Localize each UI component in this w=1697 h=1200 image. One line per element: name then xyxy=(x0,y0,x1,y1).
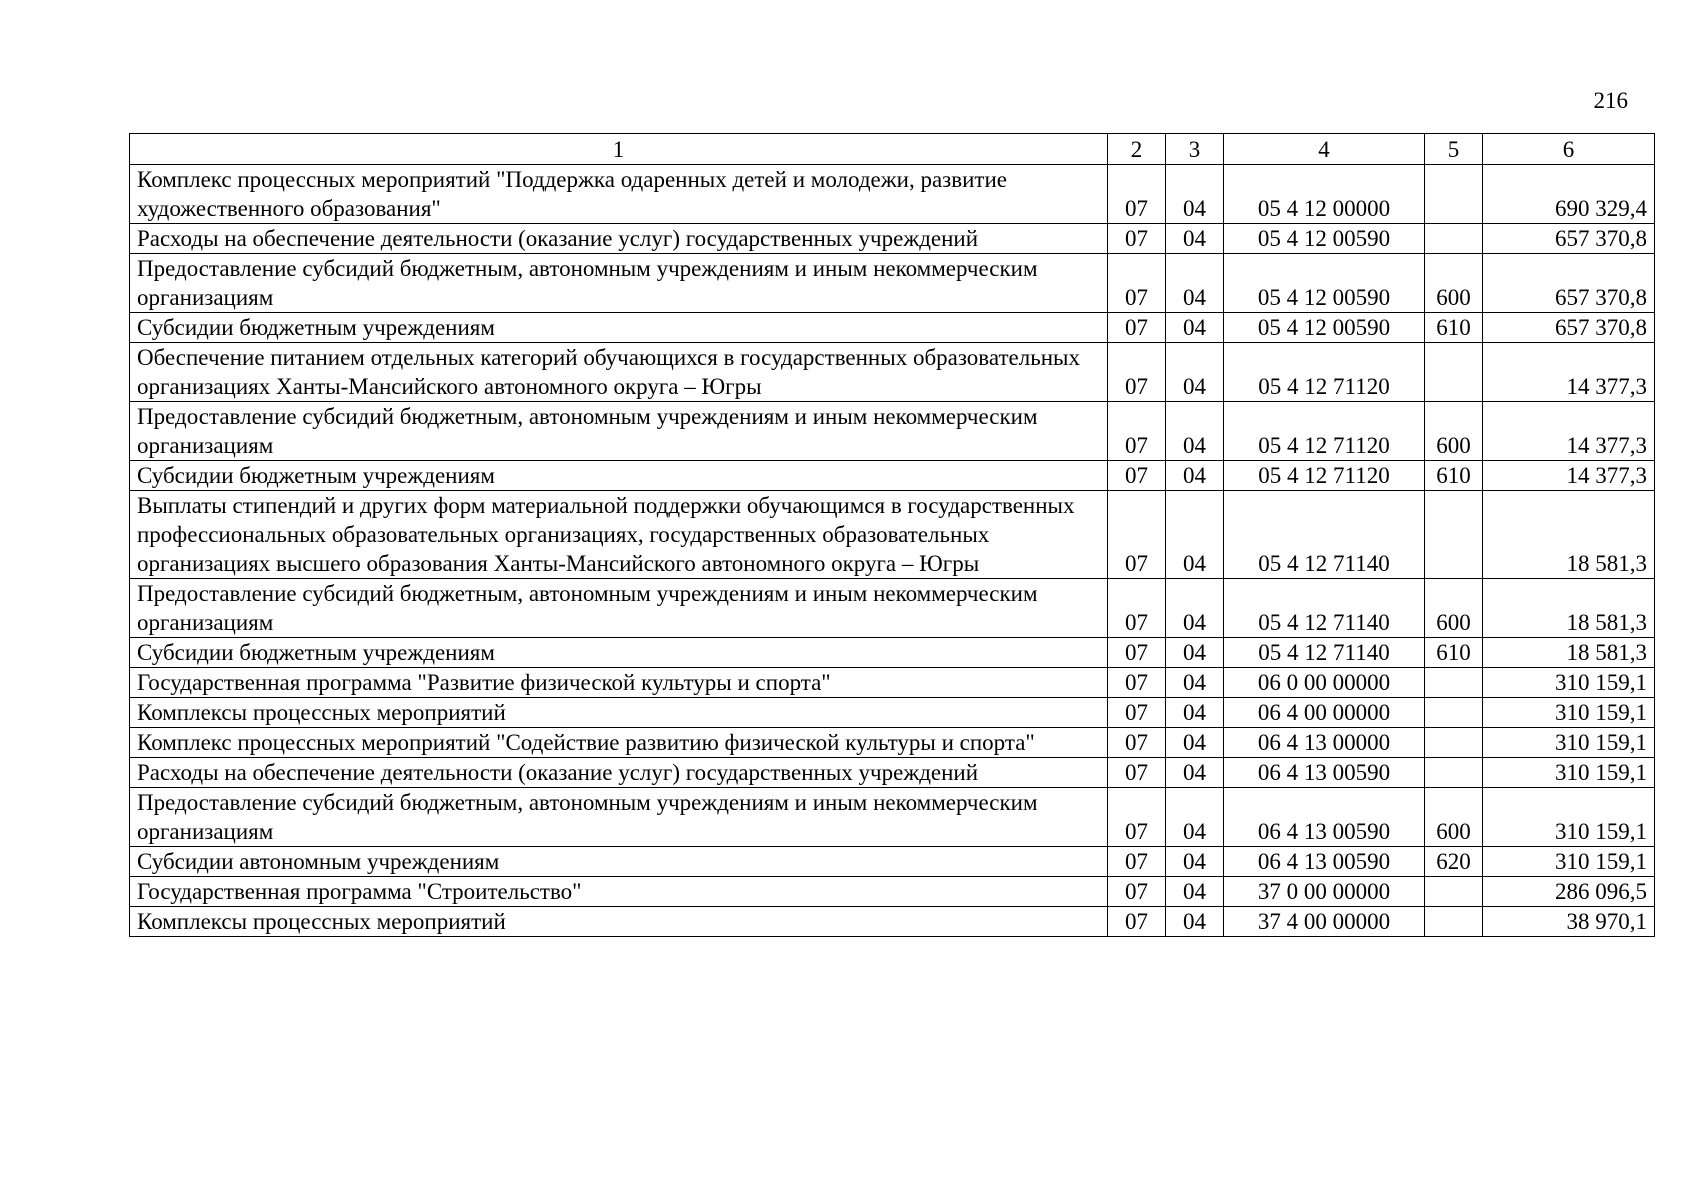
row-target-code: 05 4 12 71120 xyxy=(1224,343,1425,402)
row-target-code: 37 0 00 00000 xyxy=(1224,877,1425,907)
row-description: Субсидии автономным учреждениям xyxy=(130,847,1108,877)
row-expense-type xyxy=(1425,758,1483,788)
table-row xyxy=(130,491,1655,579)
row-description: Государственная программа "Развитие физической культуры и спорта" xyxy=(130,668,1108,698)
row-section: 07 xyxy=(1108,668,1166,698)
row-section: 07 xyxy=(1108,758,1166,788)
row-section: 07 xyxy=(1108,343,1166,402)
row-amount: 38 970,1 xyxy=(1483,907,1655,937)
row-expense-type xyxy=(1425,668,1483,698)
row-section: 07 xyxy=(1108,698,1166,728)
row-section: 07 xyxy=(1108,907,1166,937)
row-subsection: 04 xyxy=(1166,698,1224,728)
row-amount: 657 370,8 xyxy=(1483,313,1655,343)
row-description: Государственная программа "Строительство" xyxy=(130,877,1108,907)
row-expense-type xyxy=(1425,877,1483,907)
row-amount: 310 159,1 xyxy=(1483,698,1655,728)
row-section: 07 xyxy=(1108,788,1166,847)
row-section: 07 xyxy=(1108,728,1166,758)
row-amount: 310 159,1 xyxy=(1483,728,1655,758)
header-col-5: 5 xyxy=(1425,134,1483,165)
row-subsection: 04 xyxy=(1166,638,1224,668)
row-description: Комплекс процессных мероприятий "Поддержка одаренных детей и молодежи, развитие художественного образования" xyxy=(130,165,1108,224)
table-row xyxy=(130,224,1655,254)
row-expense-type: 610 xyxy=(1425,638,1483,668)
row-amount: 18 581,3 xyxy=(1483,579,1655,638)
row-expense-type xyxy=(1425,224,1483,254)
table-row xyxy=(130,313,1655,343)
header-col-3: 3 xyxy=(1166,134,1224,165)
row-target-code: 05 4 12 00590 xyxy=(1224,254,1425,313)
table-row xyxy=(130,668,1655,698)
row-subsection: 04 xyxy=(1166,907,1224,937)
row-subsection: 04 xyxy=(1166,668,1224,698)
row-description: Выплаты стипендий и других форм материальной поддержки обучающимся в государственных профессиональных образовательных организациях, государственных образовательных организациях высшего образования Ханты-Мансийского автономного округа – Югры xyxy=(130,491,1108,579)
row-amount: 18 581,3 xyxy=(1483,491,1655,579)
row-amount: 690 329,4 xyxy=(1483,165,1655,224)
row-description: Расходы на обеспечение деятельности (оказание услуг) государственных учреждений xyxy=(130,224,1108,254)
table-row xyxy=(130,165,1655,224)
row-subsection: 04 xyxy=(1166,343,1224,402)
row-target-code: 06 4 13 00590 xyxy=(1224,758,1425,788)
row-amount: 657 370,8 xyxy=(1483,224,1655,254)
row-description: Комплекс процессных мероприятий "Содействие развитию физической культуры и спорта" xyxy=(130,728,1108,758)
row-expense-type: 600 xyxy=(1425,788,1483,847)
header-col-1: 1 xyxy=(130,134,1108,165)
row-subsection: 04 xyxy=(1166,254,1224,313)
row-expense-type xyxy=(1425,907,1483,937)
row-subsection: 04 xyxy=(1166,877,1224,907)
row-expense-type: 600 xyxy=(1425,402,1483,461)
row-section: 07 xyxy=(1108,579,1166,638)
row-target-code: 05 4 12 71140 xyxy=(1224,491,1425,579)
row-description: Субсидии бюджетным учреждениям xyxy=(130,313,1108,343)
table-row xyxy=(130,461,1655,491)
table-row xyxy=(130,698,1655,728)
row-amount: 14 377,3 xyxy=(1483,343,1655,402)
row-expense-type: 610 xyxy=(1425,461,1483,491)
row-subsection: 04 xyxy=(1166,728,1224,758)
row-subsection: 04 xyxy=(1166,579,1224,638)
table-row xyxy=(130,788,1655,847)
table-body xyxy=(130,165,1655,937)
row-description: Предоставление субсидий бюджетным, автономным учреждениям и иным некоммерческим организациям xyxy=(130,788,1108,847)
table-row xyxy=(130,877,1655,907)
row-description: Субсидии бюджетным учреждениям xyxy=(130,638,1108,668)
row-target-code: 05 4 12 71120 xyxy=(1224,402,1425,461)
row-section: 07 xyxy=(1108,877,1166,907)
header-col-4: 4 xyxy=(1224,134,1425,165)
row-amount: 310 159,1 xyxy=(1483,788,1655,847)
row-description: Обеспечение питанием отдельных категорий обучающихся в государственных образовательных организациях Ханты-Мансийского автономного округа – Югры xyxy=(130,343,1108,402)
row-subsection: 04 xyxy=(1166,165,1224,224)
row-target-code: 05 4 12 71120 xyxy=(1224,461,1425,491)
row-section: 07 xyxy=(1108,638,1166,668)
row-description: Предоставление субсидий бюджетным, автономным учреждениям и иным некоммерческим организациям xyxy=(130,579,1108,638)
row-section: 07 xyxy=(1108,461,1166,491)
row-expense-type xyxy=(1425,343,1483,402)
row-expense-type xyxy=(1425,491,1483,579)
row-expense-type xyxy=(1425,698,1483,728)
row-section: 07 xyxy=(1108,254,1166,313)
row-target-code: 05 4 12 71140 xyxy=(1224,638,1425,668)
table-row xyxy=(130,847,1655,877)
row-expense-type: 620 xyxy=(1425,847,1483,877)
header-col-2: 2 xyxy=(1108,134,1166,165)
table-row xyxy=(130,758,1655,788)
row-section: 07 xyxy=(1108,847,1166,877)
row-amount: 286 096,5 xyxy=(1483,877,1655,907)
row-subsection: 04 xyxy=(1166,788,1224,847)
table-row xyxy=(130,402,1655,461)
row-expense-type: 600 xyxy=(1425,254,1483,313)
row-subsection: 04 xyxy=(1166,461,1224,491)
row-subsection: 04 xyxy=(1166,491,1224,579)
row-description: Субсидии бюджетным учреждениям xyxy=(130,461,1108,491)
row-section: 07 xyxy=(1108,165,1166,224)
row-subsection: 04 xyxy=(1166,224,1224,254)
row-subsection: 04 xyxy=(1166,847,1224,877)
row-amount: 310 159,1 xyxy=(1483,847,1655,877)
row-amount: 14 377,3 xyxy=(1483,402,1655,461)
row-target-code: 05 4 12 00000 xyxy=(1224,165,1425,224)
row-subsection: 04 xyxy=(1166,758,1224,788)
header-row xyxy=(130,134,1655,165)
row-target-code: 05 4 12 00590 xyxy=(1224,313,1425,343)
row-section: 07 xyxy=(1108,313,1166,343)
row-subsection: 04 xyxy=(1166,313,1224,343)
row-target-code: 05 4 12 71140 xyxy=(1224,579,1425,638)
row-target-code: 06 4 13 00590 xyxy=(1224,847,1425,877)
table-row xyxy=(130,907,1655,937)
row-section: 07 xyxy=(1108,491,1166,579)
budget-table xyxy=(129,133,1655,937)
row-expense-type xyxy=(1425,165,1483,224)
row-target-code: 06 4 13 00590 xyxy=(1224,788,1425,847)
row-target-code: 06 4 00 00000 xyxy=(1224,698,1425,728)
row-expense-type: 600 xyxy=(1425,579,1483,638)
row-amount: 18 581,3 xyxy=(1483,638,1655,668)
row-target-code: 37 4 00 00000 xyxy=(1224,907,1425,937)
row-expense-type: 610 xyxy=(1425,313,1483,343)
row-description: Комплексы процессных мероприятий xyxy=(130,907,1108,937)
table-row xyxy=(130,728,1655,758)
row-amount: 14 377,3 xyxy=(1483,461,1655,491)
table-row xyxy=(130,343,1655,402)
row-description: Расходы на обеспечение деятельности (оказание услуг) государственных учреждений xyxy=(130,758,1108,788)
row-target-code: 05 4 12 00590 xyxy=(1224,224,1425,254)
row-description: Комплексы процессных мероприятий xyxy=(130,698,1108,728)
row-amount: 657 370,8 xyxy=(1483,254,1655,313)
page-number: 216 xyxy=(1593,88,1628,113)
row-amount: 310 159,1 xyxy=(1483,758,1655,788)
row-expense-type xyxy=(1425,728,1483,758)
header-col-6: 6 xyxy=(1483,134,1655,165)
row-section: 07 xyxy=(1108,224,1166,254)
row-section: 07 xyxy=(1108,402,1166,461)
row-description: Предоставление субсидий бюджетным, автономным учреждениям и иным некоммерческим организациям xyxy=(130,254,1108,313)
row-target-code: 06 4 13 00000 xyxy=(1224,728,1425,758)
row-subsection: 04 xyxy=(1166,402,1224,461)
row-amount: 310 159,1 xyxy=(1483,668,1655,698)
row-target-code: 06 0 00 00000 xyxy=(1224,668,1425,698)
table-row xyxy=(130,638,1655,668)
table-row xyxy=(130,579,1655,638)
table-row xyxy=(130,254,1655,313)
row-description: Предоставление субсидий бюджетным, автономным учреждениям и иным некоммерческим организациям xyxy=(130,402,1108,461)
